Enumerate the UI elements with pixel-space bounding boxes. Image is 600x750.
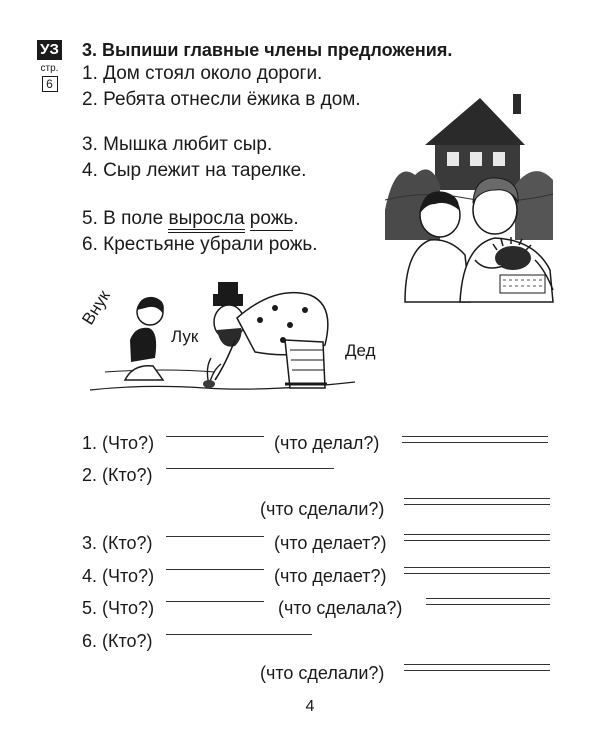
workbook-reference-badge — [37, 40, 62, 92]
subject-underline: рожь — [249, 208, 294, 229]
answer-2-predicate-line[interactable] — [404, 498, 550, 505]
house-children-illustration — [385, 90, 555, 302]
page-number: 4 — [305, 698, 315, 715]
answer-6-question-action: (что сделали?) — [260, 663, 385, 683]
sentence-3: 3. Мышка любит сыр. — [82, 134, 273, 155]
caption-onion: Лук — [171, 327, 199, 346]
answer-4-question-what: 4. (Что?) — [82, 566, 155, 586]
sentence-5: 5. В поле выросла рожь. — [82, 208, 299, 230]
answer-4-question-action: (что делает?) — [274, 566, 387, 586]
answer-2-subject-line[interactable] — [166, 468, 334, 469]
answer-5-predicate-line[interactable] — [426, 598, 550, 605]
answer-5-subject-line[interactable] — [166, 601, 264, 602]
predicate-underline: выросла — [168, 208, 244, 233]
sentence-6: 6. Крестьяне убрали рожь. — [82, 234, 318, 255]
answer-6-predicate-line[interactable] — [404, 664, 550, 671]
answer-3-question-who: 3. (Кто?) — [82, 533, 153, 553]
answer-1-question-who: 1. (Что?) — [82, 433, 155, 453]
badge-page: 6 — [42, 76, 58, 92]
task-title: 3. Выпиши главные члены предложения. — [82, 40, 453, 60]
sentence-2: 2. Ребята отнесли ёжика в дом. — [82, 89, 361, 110]
caption-grandson: Внук — [78, 286, 114, 329]
badge-sub: стр. — [40, 63, 59, 74]
badge-label: УЗ — [37, 40, 62, 60]
answer-6-question-who: 6. (Кто?) — [82, 631, 153, 651]
answer-3-subject-line[interactable] — [166, 536, 264, 537]
sentence-4: 4. Сыр лежит на тарелке. — [82, 160, 307, 181]
answer-3-question-action: (что делает?) — [274, 533, 387, 553]
answer-6-subject-line[interactable] — [166, 634, 312, 635]
answer-1-predicate-line[interactable] — [402, 436, 548, 443]
answer-2-question-action: (что сделали?) — [260, 499, 385, 519]
answer-5-question-action: (что сделала?) — [278, 598, 403, 618]
answer-4-subject-line[interactable] — [166, 569, 264, 570]
planting-onion-illustration — [78, 280, 376, 405]
sentence-1: 1. Дом стоял около дороги. — [82, 63, 323, 84]
answer-1-subject-line[interactable] — [166, 436, 264, 437]
answer-4-predicate-line[interactable] — [404, 567, 550, 574]
answer-5-question-what: 5. (Что?) — [82, 598, 155, 618]
caption-grandpa: Дед — [345, 341, 376, 360]
answer-1-question-action: (что делал?) — [274, 433, 380, 453]
answer-2-question-who: 2. (Кто?) — [82, 465, 153, 485]
answer-3-predicate-line[interactable] — [404, 534, 550, 541]
